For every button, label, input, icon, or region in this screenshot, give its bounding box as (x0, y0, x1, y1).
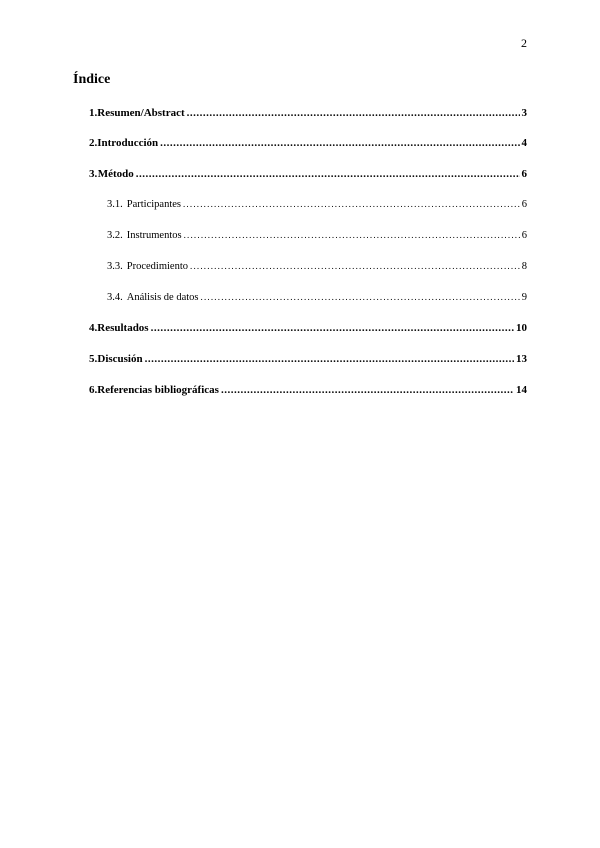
toc-leader-dots (201, 292, 520, 303)
toc-entry-number: 1. (89, 107, 98, 119)
toc-entry-resumen[interactable] (89, 107, 527, 123)
toc-leader-dots (136, 168, 520, 180)
toc-entry-analisis-de-datos[interactable] (107, 292, 527, 308)
toc-entry-number: 2. (89, 137, 98, 149)
toc-entry-number: 3. (89, 168, 98, 180)
toc-entry-instrumentos[interactable] (107, 230, 527, 246)
toc-entry-page: 14 (516, 384, 527, 396)
toc-entry-title: Método (97, 168, 134, 180)
toc-entry-title: Análisis de datos (126, 292, 199, 303)
toc-leader-dots (190, 261, 520, 272)
toc-entry-title: Procedimiento (126, 261, 188, 272)
toc-entry-referencias[interactable] (89, 384, 527, 400)
toc-entry-number: 3.2. (107, 230, 123, 241)
toc-entry-title: Participantes (126, 199, 181, 210)
toc-entry-title: Referencias bibliográficas (97, 384, 219, 396)
toc-entry-number: 3.3. (107, 261, 123, 272)
toc-entry-number: 3.1. (107, 199, 123, 210)
toc-entry-page: 13 (516, 353, 527, 365)
toc-entry-number: 6. (89, 384, 98, 396)
toc-entry-title: Instrumentos (126, 230, 182, 241)
toc-heading: Índice (73, 72, 111, 87)
toc-entry-procedimiento[interactable] (107, 261, 527, 277)
toc-entry-title: Resumen/Abstract (97, 107, 185, 119)
toc-entry-title: Introducción (97, 137, 159, 149)
toc-entry-title: Discusión (97, 353, 143, 365)
toc-entry-page: 6 (521, 168, 527, 180)
toc-entry-page: 3 (521, 107, 527, 119)
toc-leader-dots (160, 137, 519, 149)
toc-leader-dots (145, 353, 514, 365)
toc-entry-resultados[interactable] (89, 322, 527, 338)
page-number: 2 (521, 36, 527, 50)
toc-entry-discusion[interactable] (89, 353, 527, 369)
toc-entry-introduccion[interactable] (89, 137, 527, 153)
toc-leader-dots (151, 322, 514, 334)
toc-entry-participantes[interactable] (107, 199, 527, 215)
toc-entry-title: Resultados (97, 322, 149, 334)
toc-entry-page: 6 (521, 199, 527, 210)
toc-entry-metodo[interactable] (89, 168, 527, 184)
toc-entry-page: 10 (516, 322, 527, 334)
toc-entry-page: 4 (521, 137, 527, 149)
toc-entry-page: 8 (521, 261, 527, 272)
toc-leader-dots (184, 230, 520, 241)
toc-entry-page: 9 (521, 292, 527, 303)
toc-entry-page: 6 (521, 230, 527, 241)
toc-leader-dots (183, 199, 520, 210)
toc-leader-dots (187, 107, 520, 119)
toc-entry-number: 4. (89, 322, 98, 334)
toc-leader-dots (221, 384, 514, 396)
toc-entry-number: 3.4. (107, 292, 123, 303)
toc-entry-number: 5. (89, 353, 98, 365)
